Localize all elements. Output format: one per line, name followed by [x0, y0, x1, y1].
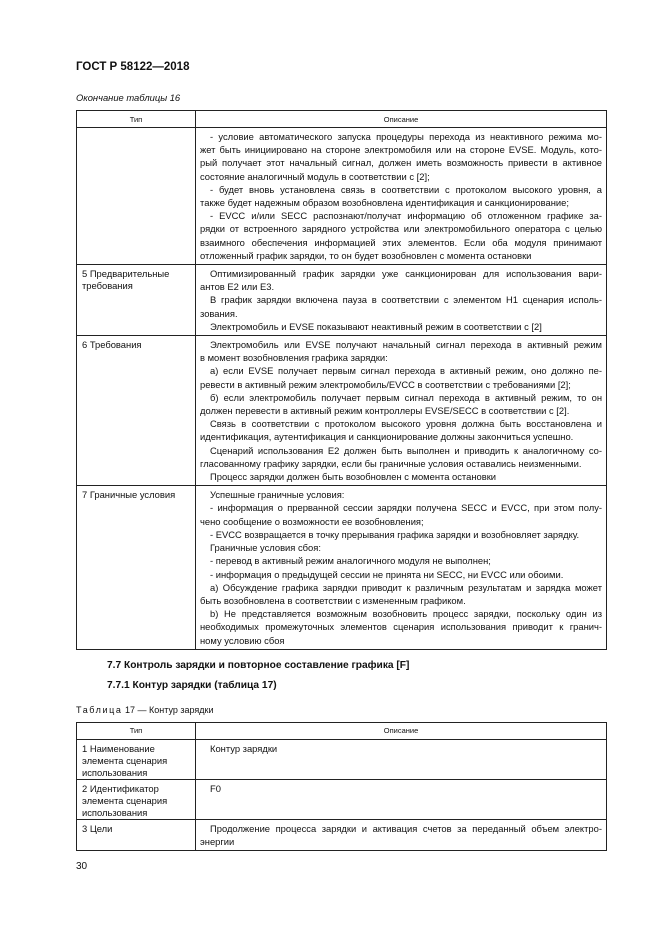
description-line: Граничные условия сбоя:	[210, 542, 321, 554]
cell-description	[196, 128, 607, 265]
description-line: - условие автоматического запуска процедуры перехода из неактивного режима мо-	[210, 131, 602, 142]
cell-description	[196, 265, 607, 336]
table-row	[77, 779, 607, 819]
description-line: - информация о прерванной сессии зарядки получена SECC и EVCC, при этом полу-	[210, 502, 602, 514]
cell-type	[77, 265, 196, 336]
cell-type	[77, 128, 196, 265]
column-header-type: Тип	[77, 111, 196, 128]
type-line: 3 Цели	[82, 822, 113, 834]
description-line: а) если EVSE получает первым сигнал перехода в активный режим, оно должно пе-	[210, 365, 602, 377]
description-line: Сценарий использования Е2 должен быть выполнен и приводить к аналогичному со-	[210, 444, 602, 456]
column-header-description: Описание	[196, 111, 607, 128]
section-heading: 7.7 Контроль зарядки и повторное составление графика [F]	[107, 659, 410, 671]
description-line: Электромобиль или EVSE получают начальный сигнал перехода в активный режим	[210, 339, 602, 351]
type-line: использования	[82, 806, 148, 818]
table-17	[76, 722, 607, 851]
description-line: Связь в соответствии с протоколом высокого уровня должна быть восстановлена и	[210, 418, 602, 430]
description-line: также будет надежным образом возобновлена идентификация и санкционирование;	[200, 197, 569, 209]
description-line: - перевод в активный режим аналогичного модуля не выполнен;	[210, 555, 491, 567]
description-line: необходимых промежуточных элементов сценария использования приводит к гранич-	[200, 621, 602, 633]
type-line: элемента сценария	[82, 794, 168, 806]
type-line: 1 Наименование	[82, 742, 155, 754]
cell-type	[77, 336, 196, 486]
description-line: антов Е2 или Е3.	[200, 281, 275, 293]
description-line: энергии	[200, 835, 235, 847]
type-line: требования	[82, 280, 133, 292]
caption-label: Таблица	[76, 704, 123, 715]
description-line: взаимного обеспечения информацией этих элементов. Если оба модуля принимают	[200, 236, 602, 248]
description-line: быть возобновлена в соответствии с измененным графиком.	[200, 594, 466, 606]
description-line: Успешные граничные условия:	[210, 489, 345, 501]
description-line: Процесс зарядки должен быть возобновлен с момента остановки	[210, 471, 497, 483]
description-line: ному условию сбоя	[200, 634, 285, 646]
cell-type	[77, 739, 196, 779]
description-line: должен перевести в активный режим контроллеры EVSE/SECC в соответствии с [2].	[200, 405, 570, 417]
subsection-heading: 7.7.1 Контур зарядки (таблица 17)	[107, 679, 277, 691]
caption-text: 17 — Контур зарядки	[122, 704, 214, 715]
description-line: Продолжение процесса зарядки и активация счетов за переданный объем электро-	[210, 822, 602, 834]
type-line: элемента сценария	[82, 754, 168, 766]
description-line: рый получает этот начальный сигнал, должен иметь возможность привести в активное	[200, 157, 602, 169]
description-line: жет быть инициировано на стороне электромобиля или на стороне EVSE. Модуль, кото-	[200, 144, 602, 156]
description-line: в момент возобновления графика зарядки:	[200, 352, 388, 364]
type-line: использования	[82, 766, 148, 778]
table-row	[77, 128, 607, 265]
table-caption	[76, 704, 607, 716]
table-row	[77, 819, 607, 850]
description-line: Контур зарядки	[210, 742, 278, 754]
document-id: ГОСТ Р 58122—2018	[76, 61, 190, 73]
column-header-description: Описание	[196, 722, 607, 739]
page-number: 30	[76, 861, 88, 873]
cell-description	[196, 336, 607, 486]
description-line: идентификация, аутентификация и санкционирование должны закончиться успешно.	[200, 431, 574, 443]
column-header-type: Тип	[77, 722, 196, 739]
table-row	[77, 265, 607, 336]
cell-description	[196, 486, 607, 649]
type-line: 7 Граничные условия	[82, 489, 176, 501]
description-line: Электромобиль и EVSE показывают неактивный режим в соответствии с [2]	[210, 320, 542, 332]
type-line: 6 Требования	[82, 339, 142, 351]
description-line: - EVCC и/или SECC распознают/получат информацию об отложенном графике за-	[210, 210, 602, 222]
table-row	[77, 739, 607, 779]
description-line: рядки от встроенного зарядного устройства или электромобильного оператора с целью	[200, 223, 602, 235]
description-line: - будет вновь установлена связь в соответствии с протоколом высокого уровня, а	[210, 183, 602, 195]
cell-description	[196, 739, 607, 779]
description-line: чено сообщение о возможности ее возобновления;	[200, 515, 424, 527]
description-line: F0	[210, 782, 221, 794]
type-line: 5 Предварительные	[82, 268, 170, 280]
cell-type	[77, 819, 196, 850]
description-line: гласованному графику зарядки, если бы граничные условия оставались неизменными.	[200, 457, 582, 469]
cell-description	[196, 779, 607, 819]
description-line: - EVCC возвращается в точку прерывания графика зарядки и возобновляет зарядку.	[210, 528, 580, 540]
description-line: б) если электромобиль получает первым сигнал перехода в активный режим, то он	[210, 391, 602, 403]
description-line: a) Обсуждение графика зарядки приводит к различным результатам и зарядка может	[210, 581, 602, 593]
description-line: отложенный график зарядки, то он будет возобновлен с момента остановки	[200, 249, 532, 261]
description-line: b) Не представляется возможным возобновить процесс зарядки, поскольку один из	[210, 608, 602, 620]
table-row	[77, 486, 607, 649]
description-line: Оптимизированный график зарядки уже санкционирован для использования вари-	[210, 268, 602, 280]
table-continuation-label: Окончание таблицы 16	[76, 92, 181, 103]
description-line: состояние аналогичный модуль в соответствии с [2];	[200, 170, 430, 182]
description-line: ревести в активный режим электромобиль/EVCC в соответствии с требованиями [2];	[200, 378, 571, 390]
cell-type	[77, 779, 196, 819]
cell-type	[77, 486, 196, 649]
description-line: зования.	[200, 307, 238, 319]
description-line: - информация о предыдущей сессии не принята ни SECC, ни EVCC или обоими.	[210, 568, 564, 580]
description-line: В график зарядки включена пауза в соответствии с элементом Н1 сценария исполь-	[210, 294, 602, 306]
table-16	[76, 110, 607, 650]
cell-description	[196, 819, 607, 850]
type-line: 2 Идентификатор	[82, 782, 159, 794]
table-row	[77, 336, 607, 486]
